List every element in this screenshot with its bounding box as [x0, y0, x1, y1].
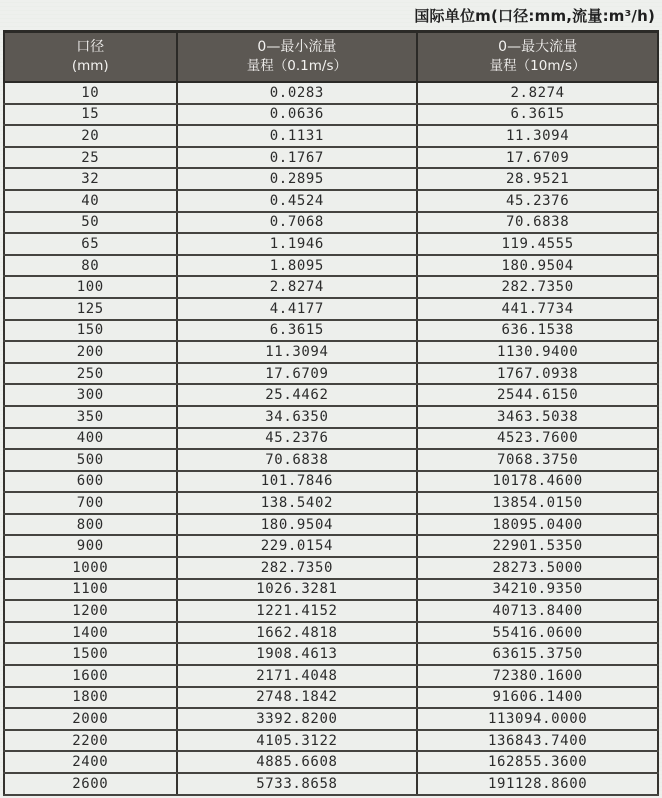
min-flow-cell: 4105.3122 [177, 730, 418, 752]
max-flow-cell: 2544.6150 [417, 384, 658, 406]
diameter-cell: 40 [4, 190, 177, 212]
column-header-diameter [4, 32, 177, 83]
diameter-cell: 1000 [4, 557, 177, 579]
title-bar [0, 0, 662, 30]
min-flow-cell: 0.4524 [177, 190, 418, 212]
diameter-cell: 100 [4, 276, 177, 298]
table-row [4, 492, 658, 514]
table-row [4, 104, 658, 126]
max-flow-cell: 3463.5038 [417, 406, 658, 428]
max-flow-cell: 282.7350 [417, 276, 658, 298]
max-flow-cell: 136843.7400 [417, 730, 658, 752]
min-flow-cell: 0.2895 [177, 168, 418, 190]
diameter-cell: 400 [4, 428, 177, 450]
diameter-cell: 700 [4, 492, 177, 514]
column-header-max-flow [417, 32, 658, 83]
diameter-cell: 20 [4, 125, 177, 147]
max-flow-cell: 2.8274 [417, 82, 658, 104]
diameter-cell: 65 [4, 233, 177, 255]
table-row [4, 212, 658, 234]
table-row [4, 255, 658, 277]
max-flow-cell: 6.3615 [417, 104, 658, 126]
max-flow-cell: 55416.0600 [417, 622, 658, 644]
table-row [4, 535, 658, 557]
table-row [4, 276, 658, 298]
flow-range-table [3, 30, 659, 796]
max-flow-cell: 18095.0400 [417, 514, 658, 536]
table-row [4, 687, 658, 709]
min-flow-cell: 1662.4818 [177, 622, 418, 644]
table-row [4, 384, 658, 406]
table-row [4, 428, 658, 450]
min-flow-cell: 229.0154 [177, 535, 418, 557]
min-flow-cell: 0.0636 [177, 104, 418, 126]
diameter-cell: 900 [4, 535, 177, 557]
max-flow-cell: 180.9504 [417, 255, 658, 277]
max-flow-cell: 70.6838 [417, 212, 658, 234]
min-flow-cell: 1221.4152 [177, 600, 418, 622]
table-row [4, 622, 658, 644]
column-header-diameter-line2: (mm) [71, 58, 109, 75]
min-flow-cell: 3392.8200 [177, 708, 418, 730]
diameter-cell: 80 [4, 255, 177, 277]
min-flow-cell: 2748.1842 [177, 687, 418, 709]
diameter-cell: 1100 [4, 579, 177, 601]
table-row [4, 643, 658, 665]
table-row [4, 147, 658, 169]
min-flow-cell: 138.5402 [177, 492, 418, 514]
max-flow-cell: 45.2376 [417, 190, 658, 212]
table-row [4, 665, 658, 687]
max-flow-cell: 13854.0150 [417, 492, 658, 514]
min-flow-cell: 0.7068 [177, 212, 418, 234]
table-row [4, 320, 658, 342]
table-row [4, 82, 658, 104]
max-flow-cell: 10178.4600 [417, 471, 658, 493]
table-row [4, 298, 658, 320]
table-row [4, 514, 658, 536]
diameter-cell: 200 [4, 341, 177, 363]
min-flow-cell: 0.1767 [177, 147, 418, 169]
table-row [4, 341, 658, 363]
max-flow-cell: 28.9521 [417, 168, 658, 190]
min-flow-cell: 101.7846 [177, 471, 418, 493]
diameter-cell: 800 [4, 514, 177, 536]
max-flow-cell: 1767.0938 [417, 363, 658, 385]
table-row [4, 406, 658, 428]
diameter-cell: 300 [4, 384, 177, 406]
min-flow-cell: 45.2376 [177, 428, 418, 450]
diameter-cell: 125 [4, 298, 177, 320]
diameter-cell: 1600 [4, 665, 177, 687]
table-row [4, 773, 658, 795]
min-flow-cell: 180.9504 [177, 514, 418, 536]
diameter-cell: 1400 [4, 622, 177, 644]
table-row [4, 557, 658, 579]
max-flow-cell: 4523.7600 [417, 428, 658, 450]
table-row [4, 471, 658, 493]
min-flow-cell: 1026.3281 [177, 579, 418, 601]
diameter-cell: 50 [4, 212, 177, 234]
column-header-diameter-line1: 口径 [76, 39, 105, 56]
min-flow-cell: 1.1946 [177, 233, 418, 255]
diameter-cell: 2600 [4, 773, 177, 795]
max-flow-cell: 113094.0000 [417, 708, 658, 730]
table-row [4, 125, 658, 147]
diameter-cell: 10 [4, 82, 177, 104]
min-flow-cell: 0.1131 [177, 125, 418, 147]
max-flow-cell: 91606.1400 [417, 687, 658, 709]
table-row [4, 579, 658, 601]
max-flow-cell: 28273.5000 [417, 557, 658, 579]
diameter-cell: 1800 [4, 687, 177, 709]
column-header-min-flow-line1: 0—最小流量 [257, 39, 337, 56]
min-flow-cell: 2171.4048 [177, 665, 418, 687]
diameter-cell: 150 [4, 320, 177, 342]
min-flow-cell: 1908.4613 [177, 643, 418, 665]
table-row [4, 233, 658, 255]
max-flow-cell: 1130.9400 [417, 341, 658, 363]
table-row [4, 600, 658, 622]
column-header-min-flow-line2: 量程（0.1m/s） [246, 58, 347, 75]
max-flow-cell: 63615.3750 [417, 643, 658, 665]
table-row [4, 363, 658, 385]
max-flow-cell: 17.6709 [417, 147, 658, 169]
min-flow-cell: 2.8274 [177, 276, 418, 298]
min-flow-cell: 4.4177 [177, 298, 418, 320]
diameter-cell: 15 [4, 104, 177, 126]
table-row [4, 708, 658, 730]
max-flow-cell: 7068.3750 [417, 449, 658, 471]
diameter-cell: 2400 [4, 751, 177, 773]
diameter-cell: 25 [4, 147, 177, 169]
page-title: 国际单位m(口径:mm,流量:m³/h) [414, 6, 655, 25]
table-row [4, 190, 658, 212]
min-flow-cell: 0.0283 [177, 82, 418, 104]
min-flow-cell: 34.6350 [177, 406, 418, 428]
column-header-min-flow [177, 32, 418, 83]
min-flow-cell: 1.8095 [177, 255, 418, 277]
table-row [4, 168, 658, 190]
min-flow-cell: 4885.6608 [177, 751, 418, 773]
min-flow-cell: 282.7350 [177, 557, 418, 579]
diameter-cell: 350 [4, 406, 177, 428]
diameter-cell: 2000 [4, 708, 177, 730]
min-flow-cell: 70.6838 [177, 449, 418, 471]
max-flow-cell: 191128.8600 [417, 773, 658, 795]
header-row [4, 32, 658, 83]
min-flow-cell: 25.4462 [177, 384, 418, 406]
table-row [4, 751, 658, 773]
max-flow-cell: 11.3094 [417, 125, 658, 147]
column-header-max-flow-line1: 0—最大流量 [498, 39, 578, 56]
min-flow-cell: 17.6709 [177, 363, 418, 385]
max-flow-cell: 72380.1600 [417, 665, 658, 687]
diameter-cell: 1200 [4, 600, 177, 622]
diameter-cell: 500 [4, 449, 177, 471]
max-flow-cell: 119.4555 [417, 233, 658, 255]
max-flow-cell: 636.1538 [417, 320, 658, 342]
table-body [4, 82, 658, 795]
min-flow-cell: 5733.8658 [177, 773, 418, 795]
min-flow-cell: 6.3615 [177, 320, 418, 342]
diameter-cell: 2200 [4, 730, 177, 752]
column-header-max-flow-line2: 量程（10m/s） [489, 58, 586, 75]
diameter-cell: 1500 [4, 643, 177, 665]
max-flow-cell: 40713.8400 [417, 600, 658, 622]
diameter-cell: 32 [4, 168, 177, 190]
min-flow-cell: 11.3094 [177, 341, 418, 363]
max-flow-cell: 34210.9350 [417, 579, 658, 601]
max-flow-cell: 441.7734 [417, 298, 658, 320]
diameter-cell: 600 [4, 471, 177, 493]
max-flow-cell: 22901.5350 [417, 535, 658, 557]
diameter-cell: 250 [4, 363, 177, 385]
max-flow-cell: 162855.3600 [417, 751, 658, 773]
table-row [4, 730, 658, 752]
table-row [4, 449, 658, 471]
